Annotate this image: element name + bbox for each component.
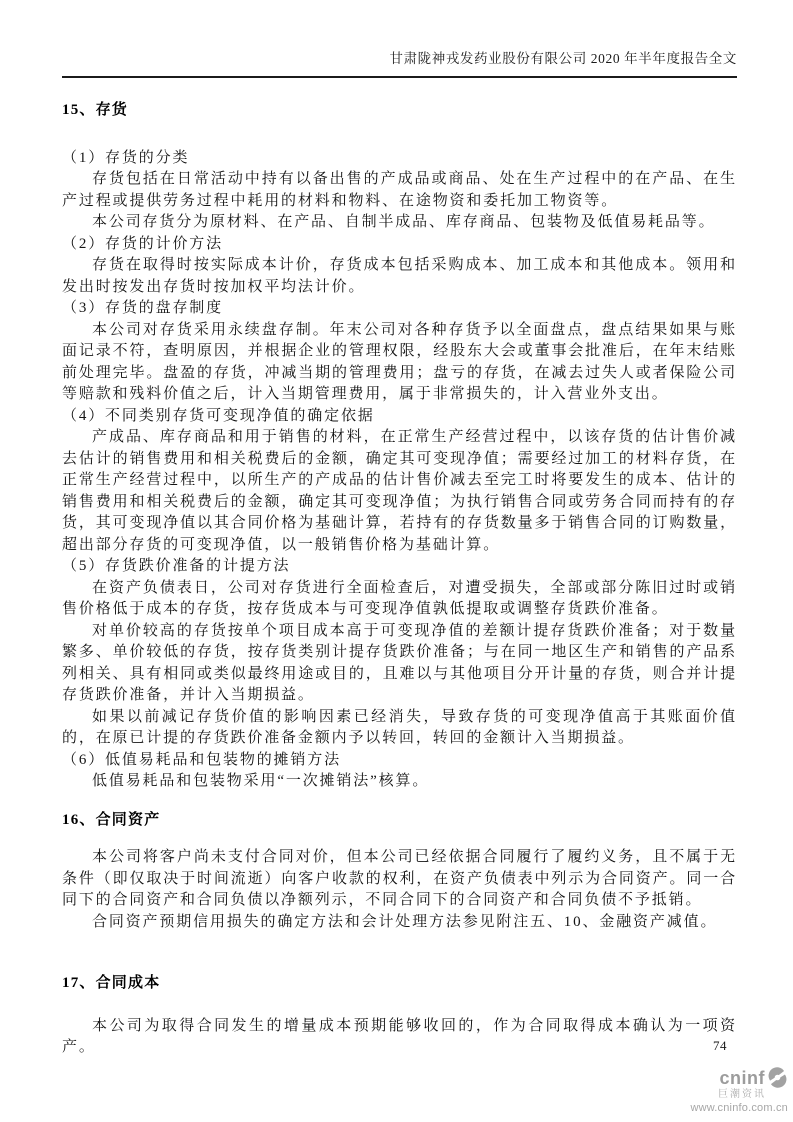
clause-label-6: （6）低值易耗品和包装物的摊销方法: [62, 751, 341, 768]
doc-paragraph: 如果以前减记存货价值的影响因素已经消失，导致存货的可变现净值高于其账面价值的，在原已计提的存货跌价准备金额内予以转回，转回的金额计入当期损益。: [62, 708, 737, 746]
doc-paragraph: 本公司存货分为原材料、在产品、自制半成品、库存商品、包装物及低值易耗品等。: [92, 214, 716, 230]
doc-paragraph: 对单价较高的存货按单个项目成本高于可变现净值的差额计提存货跌价准备；对于数量繁多、单价较低的存货，按存货类别计提存货跌价准备；与在同一地区生产和销售的产品系列相关、具有相同或类似最终用途或目的，且难以与其他项目分开计量的存货，则合并计提存货跌价准备，并计入当期损益。: [62, 622, 737, 703]
doc-paragraph: 本公司将客户尚未支付合同对价，但本公司已经依据合同履行了履约义务，且不属于无条件（即仅取决于时间流逝）向客户收款的权利，在资产负债表中列示为合同资产。同一合同下的合同资产和合同负债以净额列示，不同合同下的合同资产和合同负债不予抵销。: [62, 849, 737, 908]
doc-paragraph: 存货包括在日常活动中持有以备出售的产成品或商品、处在生产过程中的在产品、在生产过程或提供劳务过程中耗用的材料和物料、在途物资和委托加工物资等。: [62, 171, 737, 209]
document-body: [62, 100, 737, 1059]
cninfo-logo: [690, 1067, 788, 1114]
doc-paragraph: 本公司对存货采用永续盘存制。年末公司对各种存货予以全面盘点，盘点结果如果与账面记录不符，查明原因，并根据企业的管理权限，经股东大会或董事会批准后，在年末结账前处理完毕。盘盈的存货，冲减当期的管理费用；盘亏的存货，在减去过失人或者保险公司等赔款和残料价值之后，计入当期管理费用，属于非常损失的，计入营业外支出。: [62, 321, 737, 402]
cninfo-wordmark: cninf: [719, 1067, 765, 1088]
doc-paragraph: 合同资产预期信用损失的确定方法和会计处理方法参见附注五、10、金融资产减值。: [92, 913, 718, 930]
cninfo-chinese-label: 巨潮资讯: [718, 1089, 766, 1100]
page-number: 74: [713, 1038, 727, 1053]
cninfo-url: www.cninfo.com.cn: [690, 1102, 788, 1114]
report-header-title: 甘肃陇神戎发药业股份有限公司 2020 年半年度报告全文: [389, 51, 737, 66]
clause-label-1: （1）存货的分类: [62, 149, 190, 166]
section-16-contract-assets-heading: 16、合同资产: [62, 811, 161, 828]
clause-label-5: （5）存货跌价准备的计提方法: [62, 558, 291, 574]
section-15-inventory-heading: 15、存货: [62, 102, 129, 118]
cninfo-swirl-icon: [767, 1067, 788, 1088]
doc-paragraph: 低值易耗品和包装物采用“一次摊销法”核算。: [92, 773, 430, 789]
doc-paragraph: 存货在取得时按实际成本计价，存货成本包括采购成本、加工成本和其他成本。领用和发出时按发出存货时按加权平均法计价。: [62, 257, 737, 295]
cninfo-wordmark-row: [690, 1067, 788, 1088]
doc-paragraph: 在资产负债表日，公司对存货进行全面检查后，对遭受损失，全部或部分陈旧过时或销售价格低于成本的存货，按存货成本与可变现净值孰低提取或调整存货跌价准备。: [62, 579, 737, 617]
clause-label-4: （4）不同类别存货可变现净值的确定依据: [62, 407, 375, 424]
header-rule: [62, 76, 737, 78]
section-17-contract-costs-heading: 17、合同成本: [62, 975, 161, 991]
doc-paragraph: 产成品、库存商品和用于销售的材料，在正常生产经营过程中，以该存货的估计售价减去估计的销售费用和相关税费后的金额，确定其可变现净值；需要经过加工的材料存货，在正常生产经营过程中，以所生产的产成品的估计售价减去至完工时将要发生的成本、估计的销售费用和相关税费后的金额，确定其可变现净值；为执行销售合同或劳务合同而持有的存货，其可变现净值以其合同价格为基础计算，若持有的存货数量多于销售合同的订购数量，超出部分存货的可变现净值，以一般销售价格为基础计算。: [62, 429, 737, 553]
clause-label-2: （2）存货的计价方法: [62, 235, 224, 252]
doc-paragraph: 本公司为取得合同发生的增量成本预期能够收回的，作为合同取得成本确认为一项资产。: [62, 1017, 737, 1055]
clause-label-3: （3）存货的盘存制度: [62, 300, 224, 316]
page-header: [0, 0, 793, 78]
